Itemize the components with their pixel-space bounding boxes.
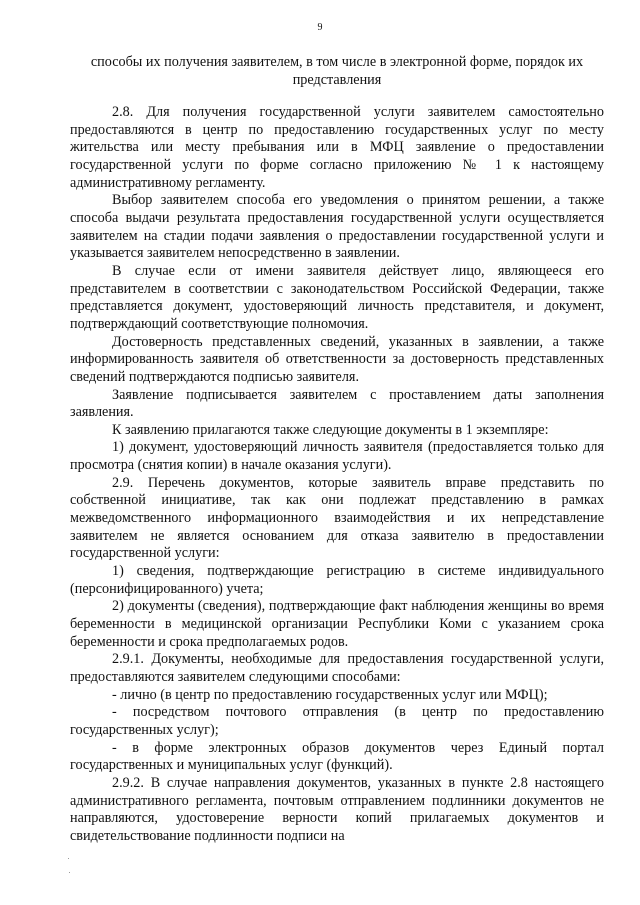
list-item-identity-document: 1) документ, удостоверяющий личность заявителя (предоставляется только для просмотра (снятия копии) в начале оказания услуги). — [70, 439, 604, 474]
paragraph-2-9: 2.9. Перечень документов, которые заявитель вправе представить по собственной инициативе, так как они подлежат представлению в рамках межведомственного информационного взаимодействия и их непредставление заявителем не является основанием для отказа заявителю в предоставлении государственной услуги: — [70, 474, 604, 562]
paragraph-2-9-1: 2.9.1. Документы, необходимые для предоставления государственной услуги, предоставляются заявителем следующими способами: — [70, 651, 604, 685]
paragraph-2-9-2: 2.9.2. В случае направления документов, указанных в пункте 2.8 настоящего административного регламента, почтовым отправлением подлинники документов не направляются, удостоверение верности копий прилагаемых документов и свидетельствование подлинности подписи на — [70, 774, 604, 844]
list-item-by-mail: - посредством почтового отправления (в центр по предоставлению государственных услуг); — [70, 704, 604, 738]
paragraph-representative: В случае если от имени заявителя действует лицо, являющееся его представителем в соответствии с законодательством Российской Федерации, также представляется документ, удостоверяющий личность представителя, и документ, подтверждающий соответствующие полномочия. — [70, 262, 604, 332]
page-number: 9 — [317, 22, 323, 33]
list-item-electronic: - в форме электронных образов документов через Единый портал государственных и муниципальных услуг (функций). — [70, 739, 604, 774]
scan-speck — [68, 858, 69, 859]
section-heading: способы их получения заявителем, в том числе в электронной форме, порядок их представления — [90, 54, 584, 88]
paragraph-notification-method: Выбор заявителем способа его уведомления о принятом решении, а также способа выдачи результата предоставления государственной услуги осуществляется заявителем на стадии подачи заявления о предоставлении государственной услуги и указывается заявителем непосредственно в заявлении. — [70, 192, 604, 262]
list-item-in-person: - лично (в центр по предоставлению государственных услуг или МФЦ); — [112, 686, 548, 703]
list-item-registration-info: 1) сведения, подтверждающие регистрацию в системе индивидуального (персонифицированного) учета; — [70, 563, 604, 597]
paragraph-attachments: К заявлению прилагаются также следующие документы в 1 экземпляре: — [112, 421, 549, 438]
paragraph-reliability: Достоверность представленных сведений, указанных в заявлении, а также информированность заявителя об ответственности за достоверность представленных сведений подтверждаются подписью заявителя. — [70, 333, 604, 385]
paragraph-signature: Заявление подписывается заявителем с проставлением даты заполнения заявления. — [70, 386, 604, 421]
list-item-pregnancy-documents: 2) документы (сведения), подтверждающие факт наблюдения женщины во время беременности в медицинской организации Республики Коми с указанием срока беременности и срока предполагаемых родов. — [70, 598, 604, 650]
scan-speck — [69, 872, 70, 873]
body-text — [70, 104, 604, 846]
paragraph-2-8: 2.8. Для получения государственной услуги заявителем самостоятельно предоставляются в центр по предоставлению государственных услуг по месту жительства или месту пребывания или в МФЦ заявление о предоставлении государственной услуги по форме согласно приложению № 1 к настоящему административному регламенту. — [70, 104, 604, 191]
